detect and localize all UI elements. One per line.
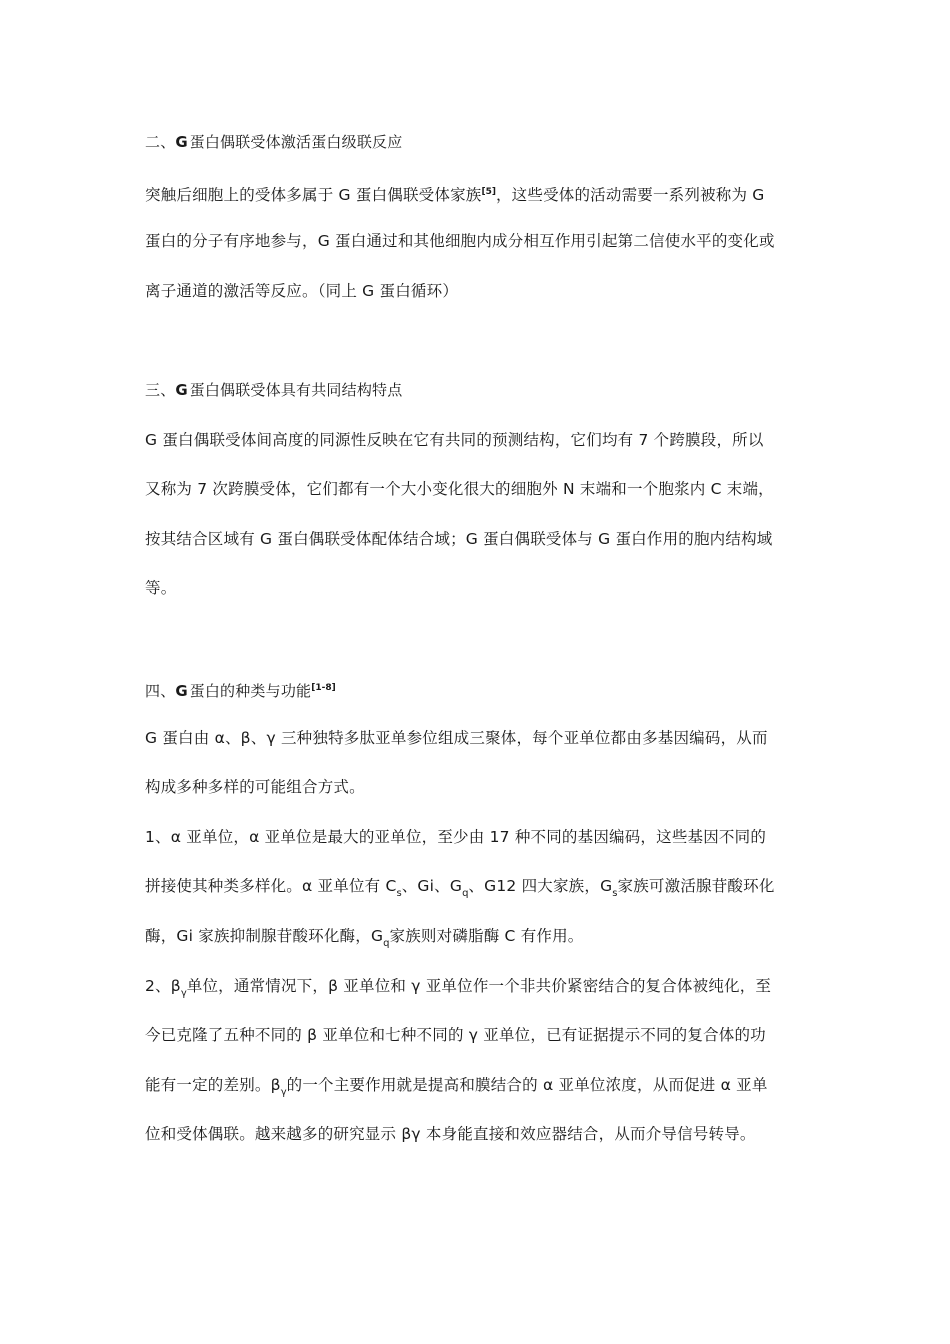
section-3-line-4: 等。 (145, 579, 177, 597)
beta-line-3-a: 能有一定的差别。β (145, 1076, 281, 1094)
section-4-line-1: G 蛋白由 α、β、γ 三种独特多肽亚单参位组成三聚体，每个亚单位都由多基因编码，从而 (145, 729, 768, 747)
section-2-line-3: 离子通道的激活等反应。（同上 G 蛋白循环） (145, 282, 459, 300)
alpha-line-2-a: 拼接使其种类多样化。α 亚单位有 C (145, 877, 397, 895)
citation-ref-5: [5] (481, 187, 496, 197)
alpha-line-3-a: 酶，Gi 家族抑制腺苷酸环化酶，G (145, 927, 384, 945)
beta-line-1-a: 2、β (145, 977, 181, 995)
subscript-gamma: γ (180, 988, 187, 999)
section-2-prefix: 二、 (145, 133, 176, 151)
alpha-line-2-c: 、G12 四大家族，G (468, 877, 613, 895)
section-3-heading (145, 379, 825, 401)
section-2-title: 蛋白偶联受体激活蛋白级联反应 (189, 133, 403, 151)
section-2-line-1b: ，这些受体的活动需要一系列被称为 G (495, 186, 765, 204)
section-4-title: 蛋白的种类与功能 (189, 682, 312, 700)
section-3-line-2: 又称为 7 次跨膜受体，它们都有一个大小变化很大的细胞外 N 末端和一个胞浆内 C 末端， (145, 480, 774, 498)
section-3-title: 蛋白偶联受体具有共同结构特点 (189, 381, 403, 399)
section-4-g: G (175, 682, 188, 700)
section-3-prefix: 三、 (145, 381, 176, 399)
section-2-g: G (175, 133, 188, 151)
alpha-line-3-b: 家族则对磷脂酶 C 有作用。 (389, 927, 584, 945)
section-4-prefix: 四、 (145, 682, 176, 700)
subscript-s: s (612, 888, 618, 899)
beta-gamma-line-2: 今已克隆了五种不同的 β 亚单位和七种不同的 γ 亚单位，已有证据提示不同的复合体的功 (145, 1026, 766, 1044)
section-2-line-1 (145, 181, 825, 206)
subscript-q: q (383, 938, 390, 949)
section-3-g: G (175, 381, 188, 399)
section-2-heading (145, 131, 825, 153)
section-2-line-1a: 突触后细胞上的受体多属于 G 蛋白偶联受体家族 (145, 186, 482, 204)
citation-ref-1-8: [1-8] (311, 683, 336, 693)
section-3-line-1: G 蛋白偶联受体间高度的同源性反映在它有共同的预测结构，它们均有 7 个跨膜段，所以 (145, 431, 764, 449)
beta-line-3-b: 的一个主要作用就是提高和膜结合的 α 亚单位浓度，从而促进 α 亚单 (286, 1076, 768, 1094)
alpha-line-2-b: 、Gi、G (401, 877, 463, 895)
section-2-line-2: 蛋白的分子有序地参与，G 蛋白通过和其他细胞内成分相互作用引起第二信使水平的变化或 (145, 232, 775, 250)
subscript-s: s (396, 888, 402, 899)
section-3-line-3: 按其结合区域有 G 蛋白偶联受体配体结合域；G 蛋白偶联受体与 G 蛋白作用的胞内结构域 (145, 530, 773, 548)
beta-gamma-line-1 (145, 975, 825, 1005)
subscript-q: q (462, 888, 469, 899)
alpha-subunit-line-1: 1、α 亚单位，α 亚单位是最大的亚单位，至少由 17 种不同的基因编码，这些基因不同的 (145, 828, 767, 846)
beta-gamma-line-4: 位和受体偶联。越来越多的研究显示 βγ 本身能直接和效应器结合，从而介导信号转导。 (145, 1125, 756, 1143)
subscript-gamma: γ (280, 1087, 287, 1098)
alpha-subunit-line-3 (145, 925, 825, 955)
beta-gamma-line-3 (145, 1074, 825, 1104)
section-4-heading (145, 677, 825, 702)
section-4-line-2: 构成多种多样的可能组合方式。 (145, 778, 365, 796)
alpha-subunit-line-2 (145, 875, 825, 905)
beta-line-1-b: 单位，通常情况下，β 亚单位和 γ 亚单位作一个非共价紧密结合的复合体被纯化，至 (186, 977, 772, 995)
alpha-line-2-d: 家族可激活腺苷酸环化 (617, 877, 775, 895)
